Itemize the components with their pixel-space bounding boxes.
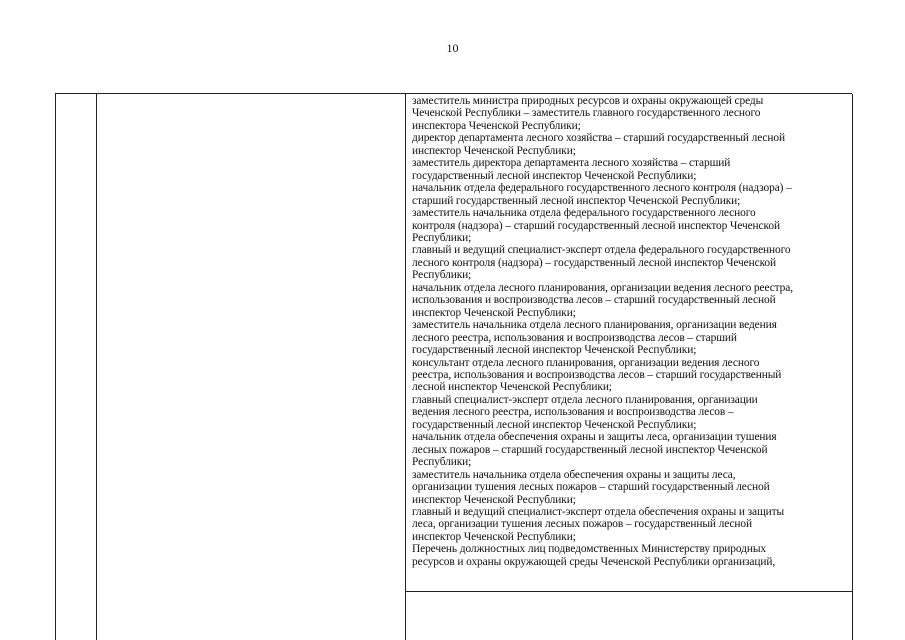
text-line: инспектор Чеченской Республики; (412, 144, 576, 157)
text-line: консультант отдела лесного планирования, организации ведения лесного (412, 356, 760, 369)
text-line: государственный лесной инспектор Чеченской Республики; (412, 344, 697, 357)
text-line: лесного реестра, использования и воспроизводства лесов – старший (412, 331, 737, 344)
text-line: главный и ведущий специалист-эксперт отдела обеспечения охраны и защиты (412, 505, 785, 518)
text-line: организации тушения лесных пожаров – старший государственный лесной (412, 481, 770, 494)
text-line: Республики; (412, 456, 472, 469)
text-line: заместитель директора департамента лесного хозяйства – старший (412, 157, 731, 170)
text-line: государственный лесной инспектор Чеченской Республики; (412, 169, 697, 182)
text-line: контроля (надзора) – старший государственный лесной инспектор Чеченской (412, 219, 780, 232)
text-line: начальник отдела лесного планирования, организации ведения лесного реестра, (412, 281, 793, 294)
document-table (55, 93, 852, 640)
text-line: лесной инспектор Чеченской Республики; (412, 381, 612, 394)
text-line: старший государственный лесной инспектор Чеченской Республики; (412, 194, 741, 207)
page-number: 10 (446, 41, 459, 55)
text-line: главный специалист-эксперт отдела лесного планирования, организации (412, 393, 758, 406)
table-column-divider (96, 94, 97, 640)
text-line: использования и воспроизводства лесов – старший государственный лесной (412, 294, 776, 307)
text-line: начальник отдела обеспечения охраны и защиты леса, организации тушения (412, 431, 777, 444)
table-column-divider (405, 94, 406, 640)
text-line: заместитель министра природных ресурсов и охраны окружающей среды (412, 95, 764, 107)
text-line: государственный лесной инспектор Чеченской Республики; (412, 418, 697, 431)
text-line: ресурсов и охраны окружающей среды Чеченской Республики организаций, (412, 555, 776, 568)
text-line: заместитель начальника отдела федерального государственного лесного (412, 207, 756, 220)
text-line: Республики; (412, 269, 472, 282)
table-text-underline (405, 591, 852, 592)
text-line: леса, организации тушения лесных пожаров – государственный лесной (412, 518, 753, 531)
text-line: Республики; (412, 231, 472, 244)
text-line: Чеченской Республики – заместитель главного государственного лесного (412, 107, 761, 120)
text-line: лесного контроля (надзора) – государственный лесной инспектор Чеченской (412, 256, 777, 269)
text-line: директор департамента лесного хозяйства – старший государственный лесной (412, 132, 785, 145)
text-line: заместитель начальника отдела лесного планирования, организации ведения (412, 319, 777, 332)
text-line: ведения лесного реестра, использования и воспроизводства лесов – (412, 406, 734, 419)
text-line: заместитель начальника отдела обеспечения охраны и защиты леса, (412, 468, 736, 481)
table-right-border (852, 94, 853, 640)
text-line: реестра, использования и воспроизводства лесов – старший государственный (412, 368, 782, 381)
text-line: инспектора Чеченской Республики; (412, 119, 581, 132)
positions-list-cell (412, 95, 852, 568)
text-line: главный и ведущий специалист-эксперт отдела федерального государственного (412, 244, 791, 257)
text-line: инспектор Чеченской Республики; (412, 306, 576, 319)
text-line: начальник отдела федерального государственного лесного контроля (надзора) – (412, 182, 792, 195)
text-line: Перечень должностных лиц подведомственных Министерству природных (412, 543, 766, 556)
text-line: инспектор Чеченской Республики; (412, 493, 576, 506)
text-line: лесных пожаров – старший государственный лесной инспектор Чеченской (412, 443, 768, 456)
text-line: инспектор Чеченской Республики; (412, 530, 576, 543)
